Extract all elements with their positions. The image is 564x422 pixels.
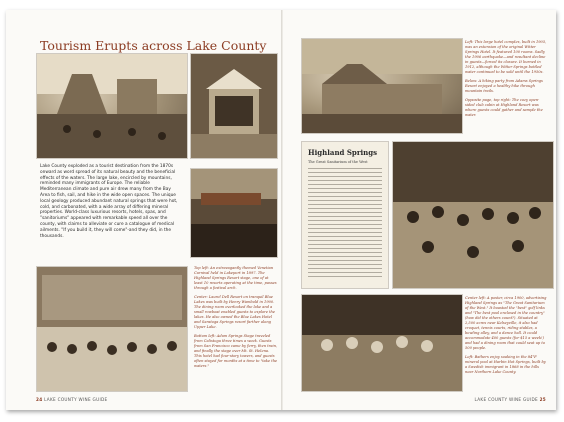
caption-highland-poster: Center left: A poster, circa 1900, advertising Highland Springs as "The Great Sanitarium of the West." It boasted the "best" golf links and "The best pool enclosed in the country" (how did the others count?). Situated at 2,500 acres near Kelseyville, it also had croquet, tennis courts, riding stables, a bowling alley, and a dance hall. It could accommodate 400 guests (for $15 a week!) and had a dining room that could seat up to 500 people. [465,296,547,350]
poster-subtitle: The Great Sanitarium of the West [308,160,368,164]
article-title: Tourism Erupts across Lake County [40,38,267,53]
caption-witter-springs: Left: This large hotel complex, built in 1905, was an extension of the original Witter Springs Hotel. It featured 100 rooms. Sadly the 1906 earthquake—and resultant decline in guests—forced its closure. It burned in 1912, although the Witter Springs bottled water continued to be sold until the 1950s. [465,40,547,74]
photo-hiking-party [392,141,554,289]
caption-center: Center: Laurel Dell Resort on tranquil Blue Lakes was built by Henry Wambold in 1900. The dining room overlooked the lake and a small rowboat enabled guests to explore the lakes. He also owned the Blue Lakes Hotel and Saratoga Springs resort farther along Upper Lake. [194,295,275,329]
photo-witter-springs-hotel [301,38,463,134]
caption-harbin-bathers: Left: Bathers enjoy soaking in the 84°F mineral pool at Harbin Hot Springs, built by a Swedish immigrant in 1868 in the hills near Northern Lake County. [465,355,546,374]
article-body: Lake County exploded as a tourist destination from the 1870s onward as word spread of its natural beauty and the beneficial effects of the waters. The large lake, encircled by mountains, reminded many immigrants of Europe. The reliable Mediterranean climate and pure air drew many from the Bay Area to fish, sail, and hike in the wide open spaces. The unique local geology produced abundant natural springs that were hot, cold, and carbonated, with a wide array of differing mineral properties. World-class luxurious resorts, hotels, spas, and "sanitoriums" appeared with remarkable speed all over the county, with claims to alleviate or cure a catalogue of medical ailments. "If you build it, they will come"-and they did, in the thousands. [40,164,178,239]
footer-right-label: LAKE COUNTY WINE GUIDE [474,397,538,402]
page-gutter [281,10,283,410]
captions-right-bottom [465,296,547,379]
highland-springs-poster [301,141,389,289]
poster-title: Highland Springs [308,148,378,157]
caption-hiking-party: Below: A hiking party from Adams Springs Resort enjoyed a healthy hike through mountain trails. [465,79,543,93]
photo-adams-springs-stage [36,266,188,392]
photo-harbin-hot-springs-bathers [301,294,463,392]
poster-text-lines [308,168,382,278]
magazine-spread [6,10,556,410]
footer-right [475,397,546,402]
captions-right-top [465,40,547,122]
page-number-left: 24 [36,397,43,402]
footer-left [36,397,107,402]
caption-top-left: Top left: An extravagantly themed Venetian Carnival held in Lakeport in 1897. The Highland Springs Resort stage, one of at least 10 resorts operating at the time, passes through a festival arch. [194,266,277,290]
captions-left-page [194,266,278,373]
page-number-right: 25 [539,397,546,402]
photo-club-cabin [190,53,278,159]
photo-laurel-dell-resort [190,168,278,258]
caption-bottom-left: Bottom left: Adam Springs Stage traveled from Calistoga three times a week. Guests from San Francisco came by ferry, then train, and finally the stage over Mt. St. Helena. This hotel had four-story towers, and guests often stayed for months at a time to "take the waters." [194,334,278,368]
footer-left-label: LAKE COUNTY WINE GUIDE [44,397,108,402]
caption-club-cabin: Opposite page, top right: The cozy open-sided club cabin at Highland Resort was where guests could gather and sample the water. [465,98,543,117]
photo-venetian-carnival [36,53,188,159]
